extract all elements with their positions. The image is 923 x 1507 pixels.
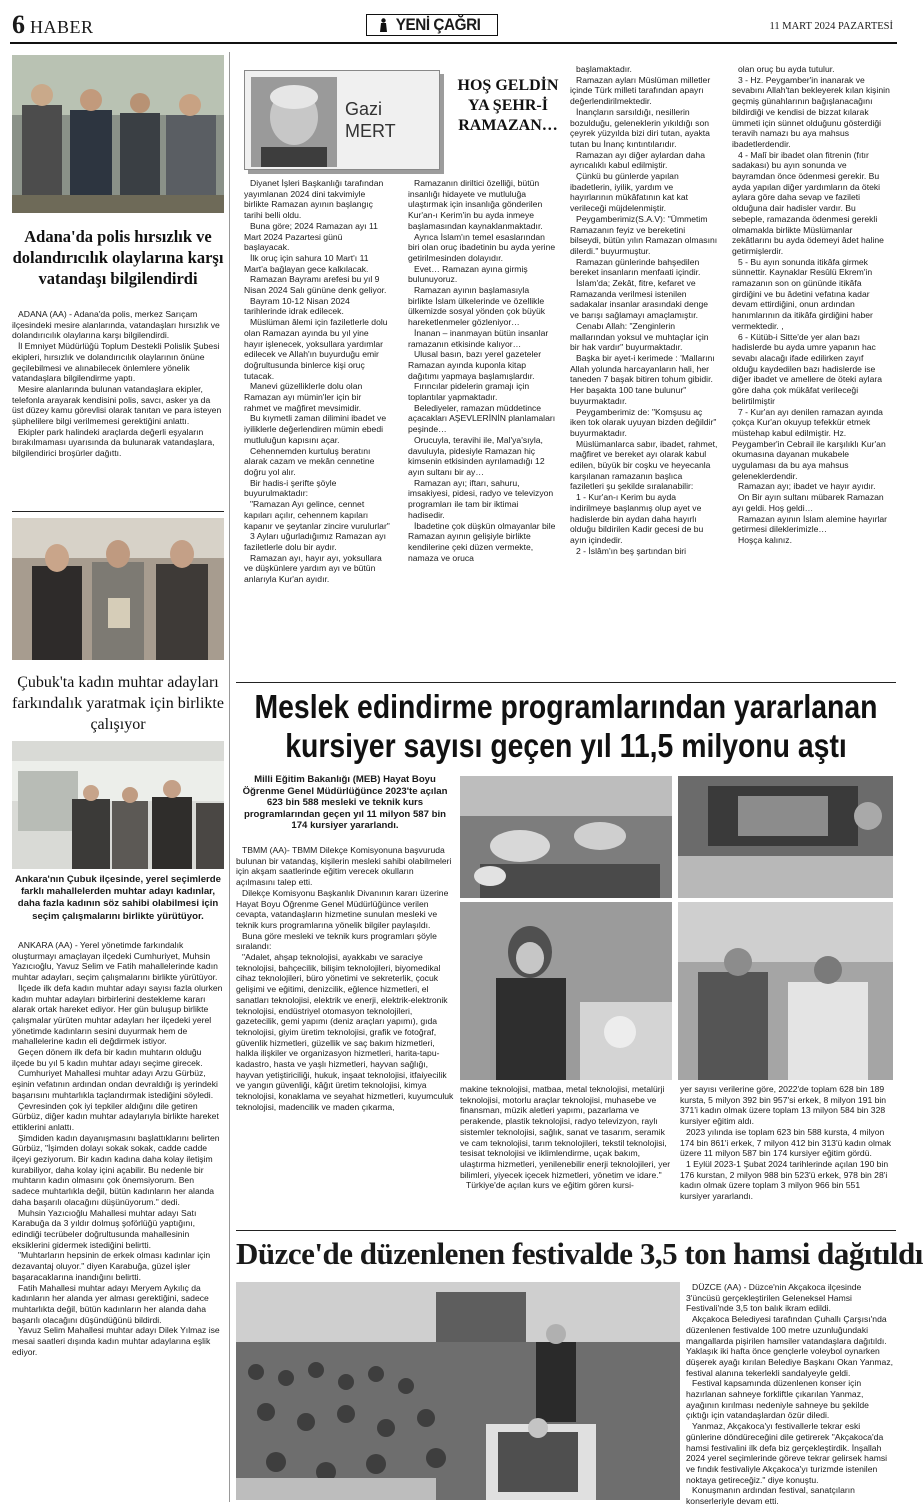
story1-paragraph: ADANA (AA) - Adana'da polis, merkez Sarıçam ilçesindeki mesire alanlarında, vatandaşları hırsızlık ve dolandırıcılık olaylarına karşı bilgilendirdi.	[12, 309, 220, 341]
column-paragraph: Müslüman âlemi için faziletlerle dolu olan Ramazan ayında bu yıl yine hayır işlenecek, yoksullara yardımlar edilecek ve Allah'ın buyurduğu emir doğrultusunda binlerce kişi oruç tutacak.	[244, 317, 388, 381]
muhtar-photo-2	[12, 741, 224, 869]
story3-headline-line2: kursiyer sayısı geçen yıl 11,5 milyonu aştı	[285, 727, 847, 764]
column-paragraph: Peygamberimiz(S.A.V): "Ümmetim Ramazanın feyiz ve bereketini bilseydi, bütün yılın Ramazan olmasını dilerdi." buyurmuştur.	[570, 213, 718, 256]
column-paragraph: Ramazan ayı diğer aylardan daha ayrıcalıklı kabul edilmiştir.	[570, 149, 705, 171]
story3-paragraph: Dilekçe Komisyonu Başkanlık Divanının kararı üzerine Hayat Boyu Öğrenme Genel Müdürlüğünce verilen cevapta, vatandaşların hizmetine sunulan mesleki ve teknik kurs programlarına yönelik bilgiler paylaşıldı.	[236, 887, 449, 930]
column-col2	[408, 178, 556, 678]
page-header	[0, 0, 907, 46]
column-paragraph: "Ramazan Ayı gelince, cennet kapıları açılır, cehennem kapıları kapanır ve şeytanlar zincire vurulurlar"	[244, 499, 390, 531]
column-paragraph: Ramazan ayları Müslüman milletler içinde Türk milleti tarafından apayrı değerlendirilmektedir.	[570, 74, 711, 107]
story2-headline: Çubuk'ta kadın muhtar adayları farkındalık yaratmak için birlikte çalışıyor	[12, 674, 224, 733]
author-photo	[251, 77, 337, 167]
column-paragraph: Çünkü bu günlerde yapılan ibadetlerin, iyilik, yardım ve hayırlarının mükâfatının kat kat verileceği müjdelenmiştir.	[570, 171, 688, 214]
story2-paragraph: Cumhuriyet Mahallesi muhtar adayı Arzu Gürbüz, eşinin vefatının ardından ondan devraldığı iş yerindeki başarısını muhtarlıkla taçlandırmak istediğini söyledi.	[12, 1068, 218, 1100]
author-box	[244, 70, 440, 170]
column-paragraph: Ramazanın diriltici özelliği, bütün insanlığı hidayete ve mutluluğa ulaştırmak için insanlığa gönderilen Kur'an-ı Kerim'in bu ayda inmeye başlamasından kaynaklanmaktadır.	[408, 178, 543, 231]
column-paragraph: Ramazan ayı; ibadet ve hayır ayıdır.	[738, 481, 876, 492]
author-first-name: Gazi	[345, 99, 383, 119]
story4-paragraph: Akçakoca Belediyesi tarafından Çuhallı Çarşısı'nda düzenlenen festivalde 100 metre uzunluğundaki mangallarda pişirilen hamsiler vatandaşlara dağıtıldı. Yaklaşık iki hafta önce gençlerle voleybol oynarken düşerek ayağı kırılan Belediye Başkanı Okan Yanmaz, festival alanına tekerlekli sandalyeyle geldi.	[686, 1314, 894, 1378]
story4-headline: Düzce'de düzenlenen festivalde 3,5 ton hamsi dağıtıldı	[236, 1236, 923, 1271]
page-number: 6	[12, 10, 25, 39]
column-title: HOŞ GELDİN YA ŞEHR-İ RAMAZAN…	[457, 77, 559, 134]
story2-lead: Ankara'nın Çubuk ilçesinde, yerel seçimlerde farklı mahallelerden muhtar adayı kadınlar, daha fazla kadının söz sahibi olabilmesi için seçim çalışmalarını birlikte yürütüyor.	[15, 874, 221, 922]
story2-paragraph: Geçen dönem ilk defa bir kadın muhtarın olduğu ilçede bu yıl 5 kadın muhtar adayı seçime girecek.	[12, 1047, 203, 1068]
column-header	[244, 58, 564, 170]
column-paragraph: Başka bir ayet-i kerimede : 'Mallarını Allah yolunda harcayanların hali, her taneden 7 başak bitiren tohum gibidir. Her başakta 100 tane bulunur" buyurmaktadır.	[570, 352, 715, 406]
muhtar-photo-1	[12, 518, 224, 660]
police-photo	[12, 55, 224, 213]
course-photo-2	[678, 776, 893, 898]
story1-paragraph: İl Emniyet Müdürlüğü Toplum Destekli Polislik Şubesi ekipleri, hırsızlık ve dolandırıcılık olaylarının önüne geçilebilmesi ve alınabilecek önlemlere yönelik vatandaşlara bilgilendirme yaptı.	[12, 341, 220, 384]
column-paragraph: İnançların sarsıldığı, nesillerin bozulduğu, geleneklerin yıkıldığı son çeyrek yüzyılda bizi diri tutan, ayakta tutan bu İnanç kıntıntılarıdır.	[570, 106, 710, 149]
column-paragraph: 7 - Kur'an ayı denilen ramazan ayında çokça Kur'an okuyup tefekkür etmek müstehap kabul edilmiştir. Hz. Peygamber'in Cebrail ile karşılıklı Kur'an okumasına dayanan mukabele uygulaması da bu aya mahsus geleneklerdendir.	[732, 406, 886, 481]
column-paragraph: 4 - Malî bir ibadet olan fitrenin (fıtır sadakası) bu ayın sonunda ve bayramdan önce ödenmesi gerekir. Bu ayda yapılan diğer yardımların da öteki aylara göre daha sevap ve fazileti olduğuna dair hadisler vardır. Bu sebeple, ramazanda ödenmesi gerekli olmamakla birlikte Müslümanlar zekâtlarını bu ayda ödemeyi âdet haline getirmişlerdir.	[732, 149, 884, 256]
story3-paragraph: TBMM (AA)- TBMM Dilekçe Komisyonuna başvuruda bulunan bir vatandaş, kişilerin mesleki sahibi olabilmeleri için akşam saatlerinde eğitim verecek okulların açılmasını talep etti.	[236, 845, 452, 888]
column-paragraph: 5 - Bu ayın sonunda itikâfa girmek sünnettir. Kaynaklar Resûlü Ekrem'in ramazanın son on gününde itikâfa girdiğini ve bu âdetini vefatına kadar devam ettirdiğini, onun ardından hanımlarının da itikâfa girdiğini haber vermektedir. ,	[732, 256, 873, 331]
column-paragraph: Ayrıca İslam'ın temel esaslarından biri olan oruç ibadetinin bu ayda yerine getirilmesinden dolayıdır.	[408, 231, 556, 263]
logo-figure-icon	[379, 18, 388, 32]
column-paragraph: Manevi güzelliklerle dolu olan Ramazan ayı mümin'ler için bir rahmet ve mağfiret mevsimidir.	[244, 381, 363, 413]
story1-paragraph: Ekipler park halindeki araçlarda değerli eşyaların bırakılmaması uyarısında da bulunarak vatandaşlara, bilgilendirici broşürler dağıttı.	[12, 426, 215, 459]
story2-paragraph: İlçede ilk defa kadın muhtar adayı sayısı fazla olurken kadın muhtar adayları birbirlerini destekleme kararı alarak ortak hareket ediyor. Her gün buluşup birlikte çalışmalar yürüten muhtar adayları her ilçedeki yerel yönetimde kadınların sesini duyurmak hem de mahallelerine kadın eli değdirmek istiyor.	[12, 982, 223, 1047]
column-paragraph: Peygamberimiz de: "Komşusu aç iken tok olarak uyuyan bizden değildir" buyurmaktadır.	[570, 406, 717, 438]
column-paragraph: Ramazan ayının İslam alemine hayırlar getirmesi dileklerimizle…	[732, 513, 888, 535]
story4-paragraph: Yanmaz, Akçakoca'yı festivallerle tekrar eski günlerine döndüreceğini dile getirerek "Akçakoca'da hamsi festivalini ilk defa biz gerçekleştirdik. İnşallah 2024 yerel seçimlerinde göreve tekrar gelirsek hamsi ve fındık festivaliyle Akçakoca'yı turizmde istenilen noktaya getireceğiz." diye konuştu.	[686, 1421, 888, 1485]
story1-body	[12, 309, 224, 509]
column-paragraph: 6 - Kütüb-i Sitte'de yer alan bazı hadislerde bu ayda umre yapanın hac sevabı alacağı ifade edilirken zayıf olduğu kaydedilen bazı hadislerde ise diğer ibadet ve amellere de öteki aylara göre daha çok mükâfat verileceği belirtilmiştir	[732, 331, 883, 406]
story3-paragraph: yer sayısı verilerine göre, 2022'de toplam 628 bin 189 kursta, 5 milyon 392 bin 957'si erkek, 8 milyon 191 bin 371'i kadın olmak üzere toplam 13 milyon 584 bin 328 kursiyer eğitim aldı.	[680, 1084, 887, 1127]
column-col4	[732, 64, 890, 678]
column-paragraph: İbadetine çok düşkün olmayanlar bile Ramazan ayının gelişiyle birlikte kendilerine çeki düzen vermekte, namaza ve oruca	[408, 520, 556, 563]
column-paragraph: Hoşça kalınız.	[738, 534, 792, 545]
story3-col1	[236, 845, 454, 1225]
column-paragraph: İnanan – inanmayan bütün insanlar ramazanın etkisinde kalıyor…	[408, 327, 549, 349]
course-photo-4	[678, 902, 893, 1080]
story4-paragraph: Konuşmanın ardından festival, sanatçıların konserleriyle devam etti.	[686, 1485, 855, 1507]
story4-paragraph: DÜZCE (AA) - Düzce'nin Akçakoca ilçesinde 3'üncüsü gerçekleştirilen Geleneksel Hamsi Festivali'nde 3,5 ton balık ikram edildi.	[686, 1282, 862, 1314]
column-paragraph: İlk oruç için sahura 10 Mart'ı 11 Mart'a bağlayan gece kalkılacak.	[244, 252, 369, 274]
story1-headline: Adana'da polis hırsızlık ve dolandırıcılık olaylarına karşı vatandaşı bilgilendirdi	[12, 227, 224, 288]
column-paragraph: 3 - Hz. Peygamber'in inanarak ve sevabını Allah'tan bekleyerek kılan kişinin geçmiş günahlarının bağışlanacağını bildirdiği ve kendisi de bizzat kılarak ümmeti için sünnet olduğunu gösterdiği teravih namazı bu aya mahsus ibadetlerdendir.	[732, 74, 890, 149]
story2-paragraph: Şimdiden kadın dayanışmasını başlattıklarını belirten Gürbüz, "İşimden dolayı sokak sokak, cadde cadde ilçeyi geziyorum. Bir kadın kadına daha kolay iletişim kurabiliyor, daha kolay içini açabilir. Bu nedenle bir muhtarın kadın olmasını çok önemsiyorum. Ben sadece muhtarlıkla değil, bütün kadınların her alanda daha başarılı olacağını düşünüyorum." dedi.	[12, 1132, 220, 1207]
story3-headline-line1: Meslek edindirme programlarından yararlanan	[254, 688, 878, 725]
column-col1	[244, 178, 390, 678]
logo-text: YENİ ÇAĞRI	[395, 15, 481, 34]
column-paragraph: Fırıncılar pidelerin gramajı için toplantılar yapmaktadır.	[408, 381, 530, 403]
story3-col2	[460, 1084, 672, 1226]
column-paragraph: olan oruç bu ayda tutulur.	[738, 64, 835, 74]
column-paragraph: Bir hadis-i şerifte şöyle buyurulmaktadır:	[244, 477, 337, 499]
column-paragraph: Ramazan ayı, hayır ayı, yoksullara ve düşkünlere yardım ayı ve bütün anlarıyla Kur'an ayıdır.	[244, 552, 382, 585]
column-paragraph: Belediyeler, ramazan müddetince açacakları AŞEVLERİNİN planlamaları peşinde…	[408, 402, 556, 435]
story2-paragraph: Yavuz Selim Mahallesi muhtar adayı Dilek Yılmaz ise mesai saatleri dışında kadın muhtar adaylarına eşlik ediyor.	[12, 1325, 220, 1357]
column-paragraph: Bu kıymetli zaman dilimini ibadet ve iyiliklerle değerlendiren mümin ebedi mutluluğun kapısını açar.	[244, 413, 387, 445]
story3-paragraph: makine teknolojisi, matbaa, metal teknolojisi, metalürji teknolojisi, motorlu araçlar teknolojisi, muhasebe ve finansman, müzik aletleri yapımı, pazarlama ve perakende, plastik teknolojisi, radyo televizyon, raylı sistemler teknolojisi, sağlık, sanat ve tasarım, seramik ve cam teknolojisi, tarım teknolojileri, tekstil teknolojisi, tesisat teknolojisi ve iklimlendirme, uçak bakım, ulaştırma hizmetleri, yenilenebilir enerji teknolojileri, yer bilimleri, yiyecek içecek hizmetleri, yönetim ve idare."	[460, 1084, 671, 1180]
column-paragraph: On Bir ayın sultanı mübarek Ramazan ayı geldi. Hoş geldi…	[732, 492, 884, 513]
column-paragraph: 3 Ayları uğurladığımız Ramazan ayı faziletlerle dolu bir aydır.	[244, 531, 386, 552]
column-paragraph: Buna göre; 2024 Ramazan ayı 11 Mart 2024 Pazartesi günü başlayacak.	[244, 220, 378, 253]
column-paragraph: Bayram 10-12 Nisan 2024 tarihlerinde idrak edilecek.	[244, 295, 350, 317]
author-last-name: MERT	[345, 121, 396, 141]
festival-photo	[236, 1282, 680, 1500]
column-paragraph: Müslümanlarca sabır, ibadet, rahmet, mağfiret ve bereket ayı olarak kabul edilen, büyük bir coşku ve heyecanla karşılanan ramazanın başlıca faziletleri şu şekilde sıralanabilir:	[570, 438, 718, 492]
story3-paragraph: Türkiye'de açılan kurs ve eğitim gören kursi-	[466, 1180, 634, 1191]
story1-paragraph: Mesire alanlarında bulunan vatandaşlara ekipler, telefonla arayarak kendisini polis, savcı, asker ya da üst düzey kamu görevlisi olarak tanıtan ve para isteyen şüphelilere bilgi verilmemesi gerektiğini anlattı.	[12, 383, 222, 427]
story4-paragraph: Festival kapsamında düzenlenen konser için hazırlanan sahneye forkliftle çıkarılan Yanmaz, ayağının kırılması nedeniyle sahneye bu şekilde çıktığı için vatandaşlardan özür diledi.	[686, 1378, 869, 1421]
story2-paragraph: "Muhtarların hepsinin de erkek olması kadınlar için dezavantaj oluyor." diyen Karabuğa, güzel işler başaracaklarına inandığını belirtti.	[12, 1250, 211, 1282]
column-paragraph: Cenabı Allah: "Zenginlerin mallarından yoksul ve muhtaçlar için bir hak vardır" buyurmaktadır.	[570, 320, 709, 353]
issue-date: 11 MART 2024 PAZARTESİ	[769, 21, 893, 32]
column-paragraph: Diyanet İşleri Başkanlığı tarafından yayımlanan 2024 dini takvimiyle birlikte Ramazan ayının başlangıç tarihi belli oldu.	[244, 178, 384, 221]
column-paragraph: 2 - İslâm'ın beş şartından biri	[576, 545, 687, 556]
column-paragraph: Ramazan ayı; iftarı, sahuru, imsakiyesi, pidesi, radyo ve televizyon programları ile tam bir iktimai hadisedir.	[408, 477, 554, 520]
story3-paragraph: 1 Eylül 2023-1 Şubat 2024 tarihlerinde açılan 190 bin 176 kurstan, 2 milyon 988 bin 523'ü erkek, 978 bin 28'i kadın olmak üzere toplam 3 milyon 966 bin 551 kursiyer yararlandı.	[680, 1158, 889, 1202]
story2-paragraph: ANKARA (AA) - Yerel yönetimde farkındalık oluşturmayı amaçlayan ilçedeki Cumhuriyet, Muhsin Yazıcıoğlu, Yavuz Selim ve Fatih mahallelerinde kadın muhtar adayları, seçim çalışmalarını birlikte yürütüyor.	[12, 940, 218, 983]
column-paragraph: 1 - Kur'an-ı Kerim bu ayda indirilmeye başlanmış olup ayet ve hadislerde bin aydan daha hayırlı olduğu bildirilen Kadir gecesi de bu ayın içindedir.	[570, 492, 704, 545]
story2-paragraph: Muhsin Yazıcıoğlu Mahallesi muhtar adayı Satı Karabuğa da 3 yıldır dolmuş şoförlüğü yaptığını, edindiği tecrübeler doğrultusunda mahallesinin eksiklerini gidermek istediğini belirtti.	[12, 1207, 197, 1250]
story3-paragraph: "Adalet, ahşap teknolojisi, ayakkabı ve saraciye teknolojisi, bahçecilik, bilişim teknolojileri, biyomedikal cihaz teknolojileri, büro yönetimi ve sekreterlik, çocuk gelişimi ve eğitimi, denizcilik, eğlence hizmetleri, el sanatları teknolojisi, elektrik ve enerji, elektrik-elektronik teknolojisi, endüstriyel otomasyon teknolojileri, gazetecilik, gemi yapımı (deniz araçları yapımı), gıda teknolojisi, giyim üretim teknolojisi, grafik ve fotoğraf, güvenlik hizmetleri, güzellik ve saç bakım hizmetleri, halkla ilişkiler ve organizasyon hizmetleri, harita-tapu-kadastro, hasta ve yaşlı hizmetleri, hayvan sağlığı, hayvan yetiştiriciliği, hukuk, inşaat teknolojisi, itfaiyecilik ve yangın güvenliği, kâğıt üretim teknolojisi, kimya teknolojisi, konaklama ve seyahat hizmetleri, kuyumculuk teknolojisi, madencilik ve maden çıkarma,	[236, 952, 454, 1112]
column-col3	[570, 64, 718, 678]
course-photo-1	[460, 776, 672, 898]
column-paragraph: İslam'da; Zekât, fitre, kefaret ve Ramazanda verilmesi istenilen sadakalar insanlar arasındaki denge ve barışı sağlamayı amaçlamıştır.	[570, 278, 709, 321]
story3-lead: Milli Eğitim Bakanlığı (MEB) Hayat Boyu Öğrenme Genel Müdürlüğünce 2023'te açılan 623 bin 588 mesleki ve teknik kurs programlarından geçen yıl 11 milyon 587 bin 174 kursiyer yararlandı.	[242, 774, 448, 832]
column-paragraph: Cehennemden kurtuluş beratını alarak cazam ve mekân cennetine doğru yol alır.	[244, 445, 375, 477]
newspaper-logo	[366, 14, 498, 36]
section-label: HABER	[30, 17, 94, 37]
column-paragraph: Ramazan Bayramı arefesi bu yıl 9 Nisan 2024 Salı gününe denk geliyor.	[244, 274, 387, 296]
story2-paragraph: Fatih Mahallesi muhtar adayı Meryem Aykılıç da kadınların her alanda yer alması gerektiğini, sadece muhtarlıkta değil, bütün kadınların her alanda daha başarılı olacağını düşündüğünü bildirdi.	[12, 1282, 209, 1325]
story2-paragraph: Çevresinden çok iyi tepkiler aldığını dile getiren Gürbüz, diğer kadın muhtar adaylarıyla birlikte hareket ettiklerini anlattı.	[12, 1100, 219, 1132]
column-paragraph: Ramazan günlerinde bahşedilen bereket insanların menfaati içindir.	[570, 256, 701, 278]
course-photo-3	[460, 902, 672, 1080]
story2-body	[12, 940, 224, 1498]
story3-paragraph: Buna göre mesleki ve teknik kurs programları şöyle sıralandı:	[236, 930, 437, 952]
story3-paragraph: 2023 yılında ise toplam 623 bin 588 kursta, 4 milyon 174 bin 861'i erkek, 7 milyon 412 bin 313'ü kadın olmak üzere 11 milyon 587 bin 174 kursiyer eğitim gördü.	[680, 1126, 892, 1159]
story3-col3	[680, 1084, 892, 1226]
story4-body	[686, 1282, 894, 1507]
column-paragraph: Ulusal basın, bazı yerel gazeteler Ramazan ayında kuponla kitap dağıtımı yapmaya başlamışlardır.	[408, 349, 542, 381]
column-paragraph: Evet… Ramazan ayına girmiş bulunuyoruz.	[408, 263, 528, 285]
column-paragraph: Orucuyla, teravihi ile, Mal'ya'sıyla, davuluyla, pidesiyle Ramazan hiç kimsenin etkisinden ayrılamadığı 12 ayın sultanı bir ay…	[408, 434, 545, 477]
column-paragraph: başlamaktadır.	[576, 64, 632, 74]
column-paragraph: Ramazan ayının başlamasıyla birlikte İslam ülkelerinde ve özellikle ülkemizde sosyal yönden çok büyük hareketlenmeler gözleniyor…	[408, 285, 546, 328]
